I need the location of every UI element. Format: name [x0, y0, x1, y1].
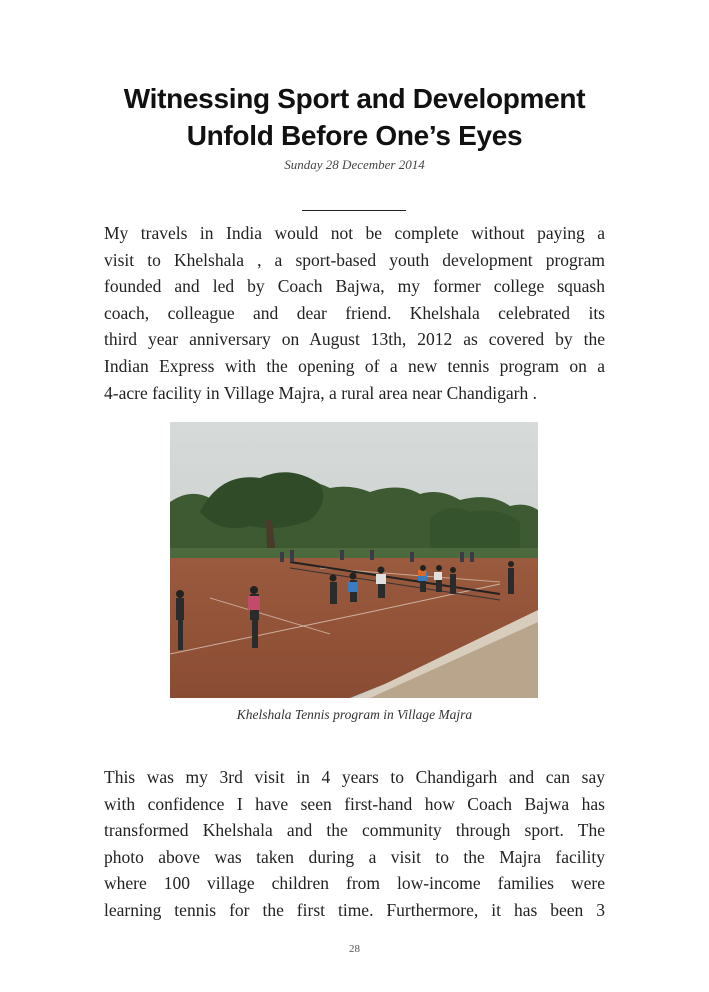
title-line: Witnessing Sport and Development [123, 83, 586, 114]
paragraph-line: photo above was taken during a visit to the Majra facility [104, 846, 605, 867]
paragraph-line: transformed Khelshala and the community through sport. The [104, 820, 605, 841]
paragraph-line: visit to Khelshala , a sport-based youth development program [104, 249, 605, 270]
paragraph-line: This was my 3rd visit in 4 years to Chandigarh and can say [104, 767, 605, 787]
paragraph-intro [104, 220, 605, 406]
paragraph-line: coach, colleague and dear friend. Khelshala celebrated its [104, 302, 605, 323]
photo-caption: Khelshala Tennis program in Village Majra [236, 707, 473, 722]
paragraph-line: with confidence I have seen first-hand how Coach Bajwa has [104, 793, 605, 814]
article-date: Sunday 28 December 2014 [284, 157, 425, 172]
paragraph-line: third year anniversary on August 13th, 2012 as covered by the [104, 329, 605, 350]
paragraph-line: where 100 village children from low-income families were [104, 873, 605, 894]
paragraph-visit [104, 764, 605, 924]
title-divider [302, 210, 406, 211]
article-title [60, 80, 649, 154]
paragraph-line: 4-acre facility in Village Majra, a rural area near Chandigarh . [104, 382, 537, 403]
tennis-court-photo [170, 422, 538, 698]
paragraph-line: My travels in India would not be complete without paying a [104, 223, 605, 243]
paragraph-line: founded and led by Coach Bajwa, my former college squash [104, 276, 605, 297]
title-line: Unfold Before One’s Eyes [186, 120, 523, 151]
page-number: 28 [349, 943, 360, 955]
paragraph-line: learning tennis for the first time. Furthermore, it has been 3 [104, 899, 605, 920]
paragraph-line: Indian Express with the opening of a new tennis program on a [104, 355, 605, 376]
